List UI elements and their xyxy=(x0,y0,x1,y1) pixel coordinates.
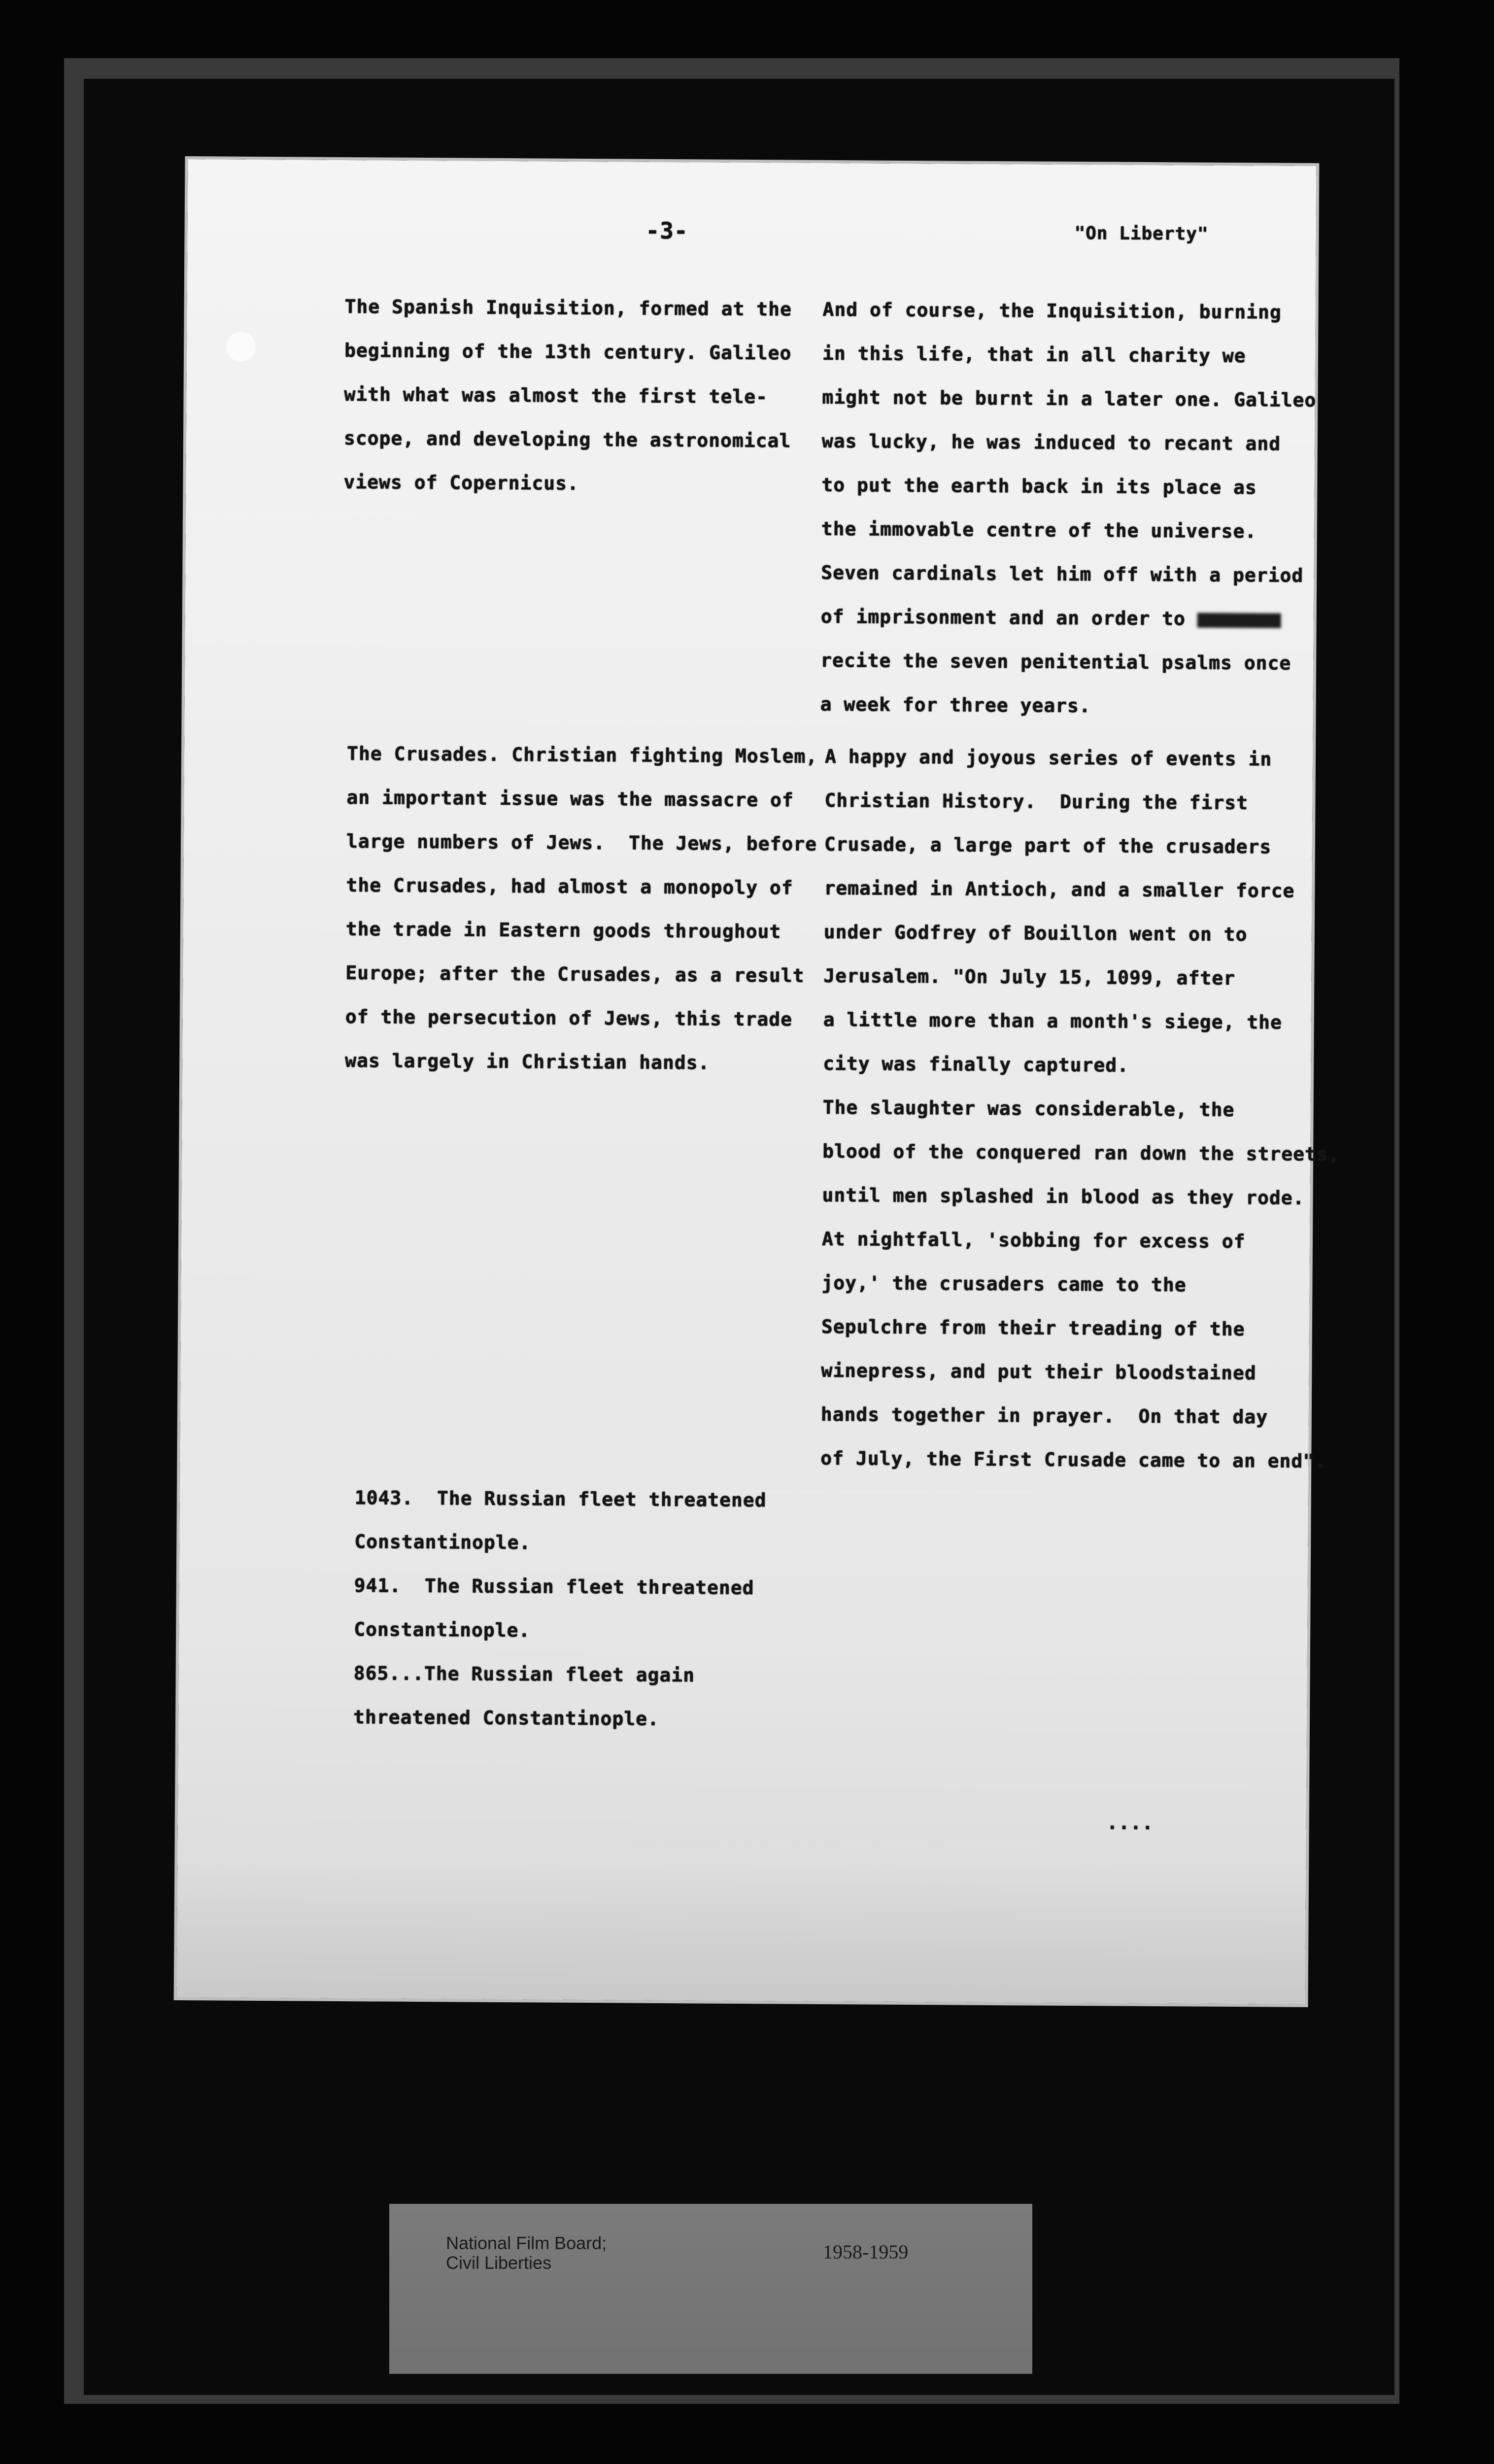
text-line: threatened Constantinople. xyxy=(353,1706,660,1730)
text-fragment: of imprisonment and an order to xyxy=(820,605,1197,630)
struck-out-word xyxy=(1197,613,1281,628)
archive-label-years: 1958-1959 xyxy=(823,2241,909,2263)
text-line: scope, and developing the astronomical xyxy=(343,427,791,452)
page-number: -3- xyxy=(645,217,688,244)
text-line: views of Copernicus. xyxy=(343,471,579,494)
right-column-crusades xyxy=(820,735,1343,1483)
text-line: remained in Antioch, and a smaller force xyxy=(824,877,1295,902)
text-line: recite the seven penitential psalms once xyxy=(820,649,1291,674)
archive-label-organization xyxy=(446,2233,607,2273)
text-line: to put the earth back in its place as xyxy=(821,474,1257,499)
archive-label-org-line1: National Film Board; xyxy=(446,2233,607,2253)
text-line: until men splashed in blood as they rode. xyxy=(822,1184,1305,1209)
text-line: blood of the conquered ran down the streets, xyxy=(822,1140,1340,1165)
archive-label-card xyxy=(389,2204,1032,2374)
text-line: beginning of the 13th century. Galileo xyxy=(344,339,792,364)
text-line: Crusade, a large part of the crusaders xyxy=(824,833,1272,858)
page-title: "On Liberty" xyxy=(1074,223,1209,244)
text-line: Europe; after the Crusades, as a result xyxy=(345,962,805,987)
text-line: The Crusades. Christian fighting Moslem, xyxy=(346,743,818,767)
text-line: The Spanish Inquisition, formed at the xyxy=(344,295,792,320)
text-line: an important issue was the massacre of xyxy=(346,787,794,811)
left-column-inquisition xyxy=(343,285,792,507)
text-line: was lucky, he was induced to recant and xyxy=(821,430,1281,455)
left-column-crusades xyxy=(345,732,817,1086)
text-line: Christian History. During the first xyxy=(824,789,1249,814)
archive-label-org-line2: Civil Liberties xyxy=(446,2253,552,2273)
text-line: 865...The Russian fleet again xyxy=(353,1662,695,1686)
text-line: a week for three years. xyxy=(820,693,1091,717)
text-line: Constantinople. xyxy=(354,1618,531,1642)
text-line: in this life, that in all charity we xyxy=(822,342,1246,367)
text-line: Sepulchre from their treading of the xyxy=(821,1315,1245,1340)
text-line-with-strikeout xyxy=(820,595,1315,642)
text-line: of the persecution of Jews, this trade xyxy=(345,1006,793,1030)
text-line: Jerusalem. "On July 15, 1099, after xyxy=(823,964,1236,990)
text-line: And of course, the Inquisition, burning xyxy=(822,298,1282,323)
text-line: 941. The Russian fleet threatened xyxy=(354,1574,754,1599)
text-line: winepress, and put their bloodstained xyxy=(821,1359,1257,1384)
text-line: under Godfrey of Bouillon went on to xyxy=(823,921,1248,946)
text-line: with what was almost the first tele- xyxy=(344,383,768,408)
page-bottom-shading xyxy=(177,1859,1306,2004)
right-column-inquisition xyxy=(820,288,1317,729)
text-line: joy,' the crusaders came to the xyxy=(821,1271,1187,1296)
text-line: of July, the First Crusade came to an end". xyxy=(820,1447,1327,1472)
text-line: hands together in prayer. On that day xyxy=(820,1403,1268,1428)
text-line: the trade in Eastern goods throughout xyxy=(345,918,781,943)
text-line: was largely in Christian hands. xyxy=(345,1050,710,1074)
text-line: Constantinople. xyxy=(354,1531,531,1554)
document-page xyxy=(177,159,1340,2004)
text-line: city was finally captured. xyxy=(823,1052,1129,1076)
text-line: the Crusades, had almost a monopoly of xyxy=(346,874,793,899)
text-line: a little more than a month's siege, the xyxy=(823,1008,1283,1033)
text-line: The slaughter was considerable, the xyxy=(822,1096,1235,1121)
text-line: large numbers of Jews. The Jews, before xyxy=(346,830,817,855)
text-line: A happy and joyous series of events in xyxy=(824,745,1272,770)
text-line: the immovable centre of the universe. xyxy=(821,517,1257,543)
text-line: At nightfall, 'sobbing for excess of xyxy=(821,1228,1246,1253)
text-line: 1043. The Russian fleet threatened xyxy=(354,1487,767,1511)
left-column-russian-fleet xyxy=(353,1476,767,1742)
punch-hole xyxy=(226,332,256,362)
continuation-dots: .... xyxy=(1106,1812,1154,1834)
text-line: might not be burnt in a later one. Galileo xyxy=(822,386,1317,411)
text-line: Seven cardinals let him off with a period xyxy=(821,561,1304,586)
